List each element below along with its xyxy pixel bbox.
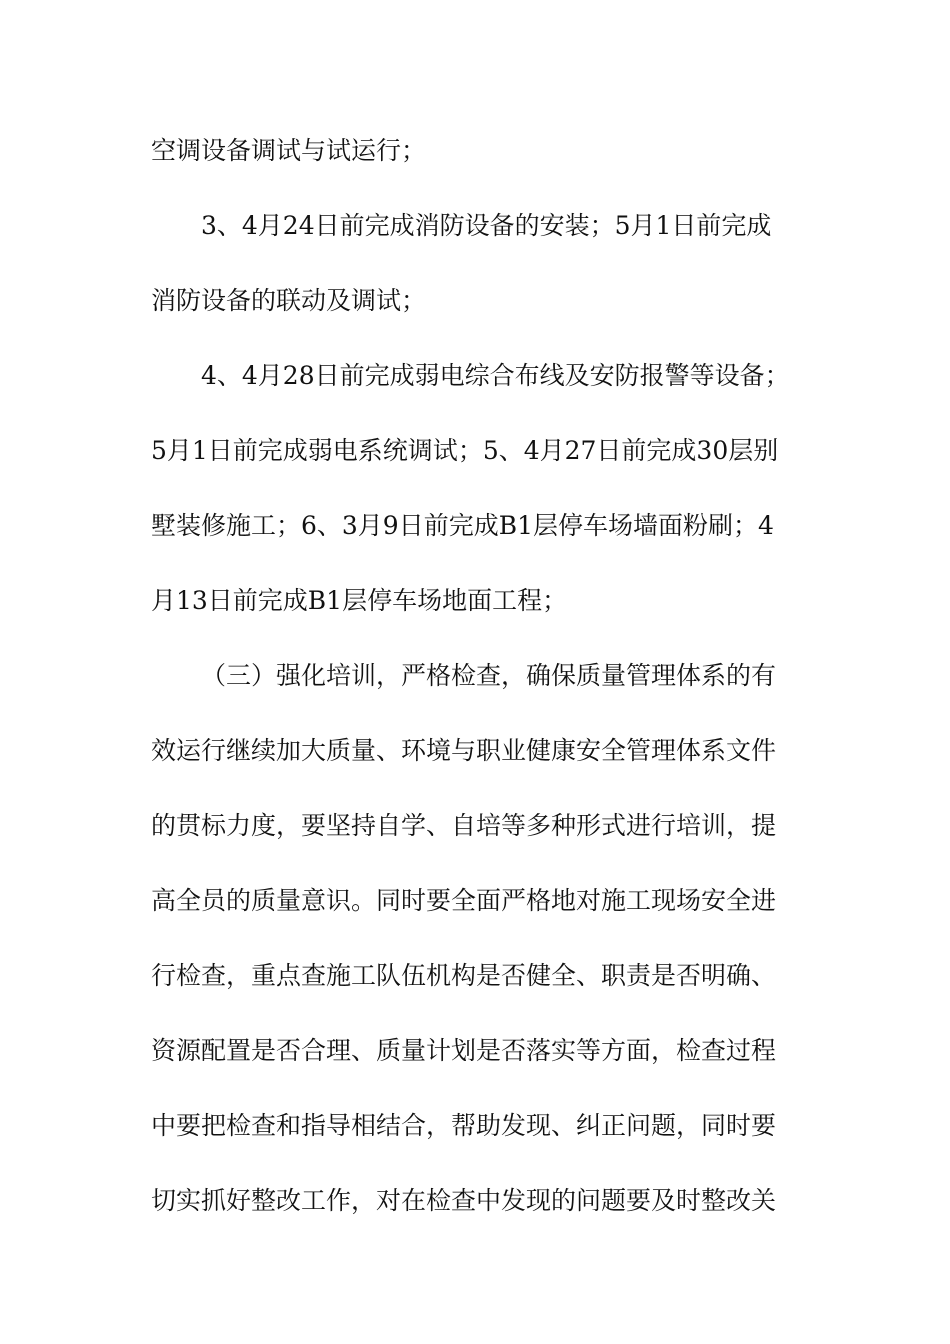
text-line: 效运行继续加大质量、环境与职业健康安全管理体系文件 (151, 736, 777, 765)
text-line: 3、4月24日前完成消防设备的安装；5月1日前完成 (201, 211, 772, 240)
text-line: 5月1日前完成弱电系统调试；5、4月27日前完成30层别 (151, 436, 779, 465)
text-line: 的贯标力度，要坚持自学、自培等多种形式进行培训，提 (151, 811, 777, 840)
text-line: 行检查，重点查施工队伍机构是否健全、职责是否明确、 (151, 961, 777, 990)
text-line: 墅装修施工；6、3月9日前完成B1层停车场墙面粉刷；4 (151, 511, 774, 540)
text-line: 空调设备调试与试运行； (151, 136, 427, 165)
text-line: （三）强化培训，严格检查，确保质量管理体系的有 (201, 661, 777, 690)
text-line: 4、4月28日前完成弱电综合布线及安防报警等设备； (201, 361, 790, 390)
text-line: 月13日前完成B1层停车场地面工程； (151, 586, 568, 615)
text-line: 资源配置是否合理、质量计划是否落实等方面，检查过程 (151, 1036, 777, 1065)
text-line: 中要把检查和指导相结合，帮助发现、纠正问题，同时要 (151, 1111, 777, 1140)
text-line: 切实抓好整改工作，对在检查中发现的问题要及时整改关 (151, 1186, 777, 1215)
text-line: 高全员的质量意识。同时要全面严格地对施工现场安全进 (151, 886, 777, 915)
text-line: 消防设备的联动及调试； (151, 286, 427, 315)
